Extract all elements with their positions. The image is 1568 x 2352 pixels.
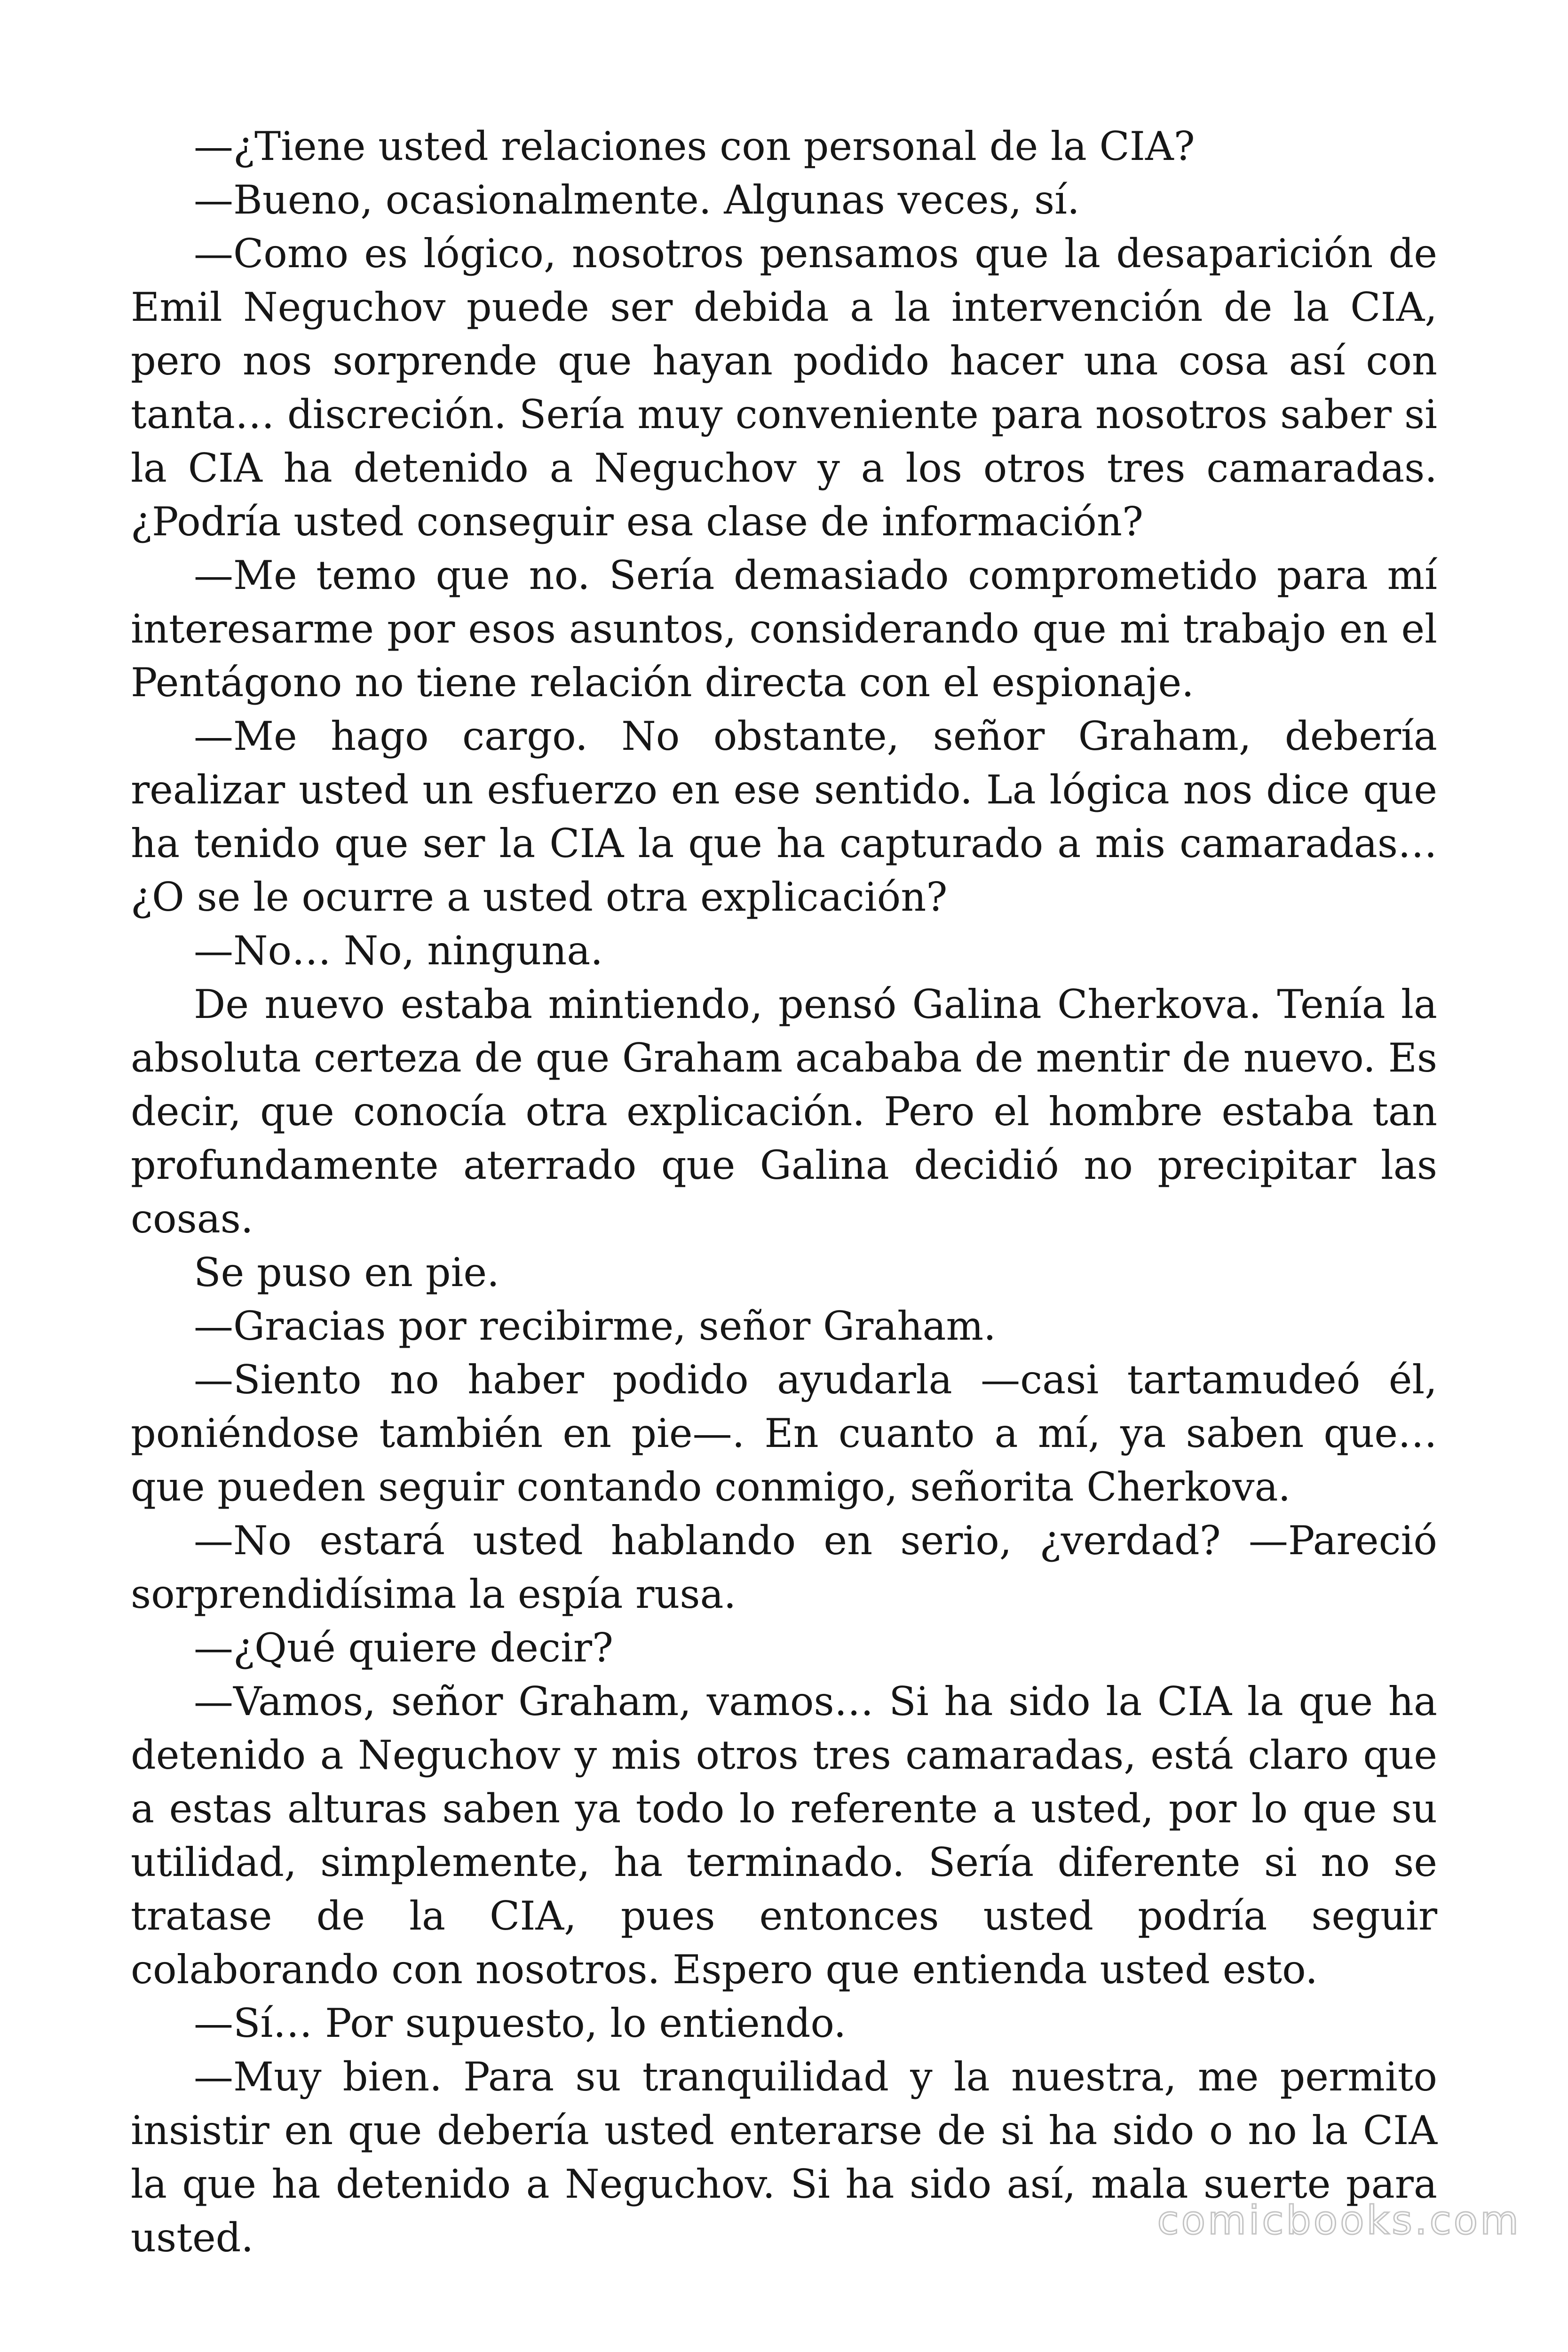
paragraph: —¿Qué quiere decir?	[194, 1625, 614, 1671]
paragraph: —Me hago cargo. No obstante, señor Graham, debería realizar usted un esfuerzo en ese sentido. La lógica nos dice que ha tenido que ser la CIA la que ha capturado a mis camaradas… ¿O se le ocurre a usted otra explicación?	[131, 713, 1437, 920]
paragraph: —Como es lógico, nosotros pensamos que la desaparición de Emil Neguchov puede ser debida a la intervención de la CIA, pero nos sorprende que hayan podido hacer una cosa así con tanta… discreción. Sería muy conveniente para nosotros saber si la CIA ha detenido a Neguchov y a los otros tres camaradas. ¿Podría usted conseguir esa clase de información?	[131, 230, 1437, 545]
paragraph: —Sí… Por supuesto, lo entiendo.	[194, 2000, 847, 2046]
paragraph: —No… No, ninguna.	[194, 928, 603, 974]
paragraph: —Bueno, ocasionalmente. Algunas veces, sí.	[194, 177, 1080, 223]
watermark: comicbooks.com	[1157, 2197, 1521, 2243]
paragraph: De nuevo estaba mintiendo, pensó Galina Cherkova. Tenía la absoluta certeza de que Graham acababa de mentir de nuevo. Es decir, que conocía otra explicación. Pero el hombre estaba tan profundamente aterrado que Galina decidió no precipitar las cosas.	[131, 981, 1437, 1242]
paragraph: Se puso en pie.	[194, 1249, 499, 1295]
page-body	[131, 119, 1437, 2265]
paragraph: —Gracias por recibirme, señor Graham.	[194, 1303, 996, 1349]
paragraph: —Vamos, señor Graham, vamos… Si ha sido la CIA la que ha detenido a Neguchov y mis otros tres camaradas, está claro que a estas alturas saben ya todo lo referente a usted, por lo que su utilidad, simplemente, ha terminado. Sería diferente si no se tratase de la CIA, pues entonces usted podría seguir colaborando con nosotros. Espero que entienda usted esto.	[131, 1678, 1437, 1993]
paragraph: —¿Tiene usted relaciones con personal de la CIA?	[194, 123, 1195, 169]
paragraph: —No estará usted hablando en serio, ¿verdad? —Pareció sorprendidísima la espía rusa.	[131, 1518, 1437, 1617]
paragraph: —Muy bien. Para su tranquilidad y la nuestra, me permito insistir en que debería usted enterarse de si ha sido o no la CIA la que ha detenido a Neguchov. Si ha sido así, mala suerte para usted.	[131, 2054, 1437, 2261]
paragraph: —Me temo que no. Sería demasiado comprometido para mí interesarme por esos asuntos, considerando que mi trabajo en el Pentágono no tiene relación directa con el espionaje.	[131, 552, 1437, 706]
paragraph: —Siento no haber podido ayudarla —casi tartamudeó él, poniéndose también en pie—. En cuanto a mí, ya saben que… que pueden seguir contando conmigo, señorita Cherkova.	[131, 1357, 1437, 1510]
